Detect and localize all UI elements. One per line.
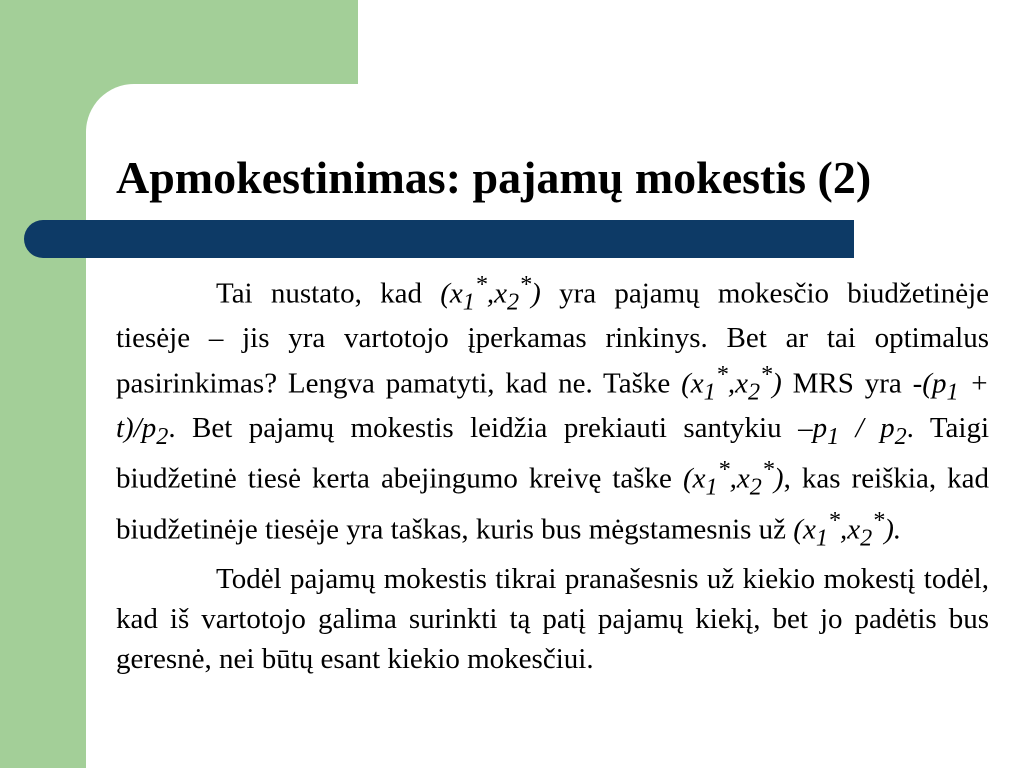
math-text: + t)/p	[116, 368, 989, 444]
body-text: Tai nustato, kad	[216, 277, 441, 310]
math-superscript: *	[872, 506, 885, 534]
math-text: )	[772, 368, 782, 401]
math-text: (x	[681, 368, 704, 401]
math-subscript: 1	[827, 422, 840, 450]
math-text: –p	[798, 412, 828, 444]
math-text: ,x	[486, 277, 508, 310]
math-subscript: 1	[462, 288, 475, 316]
math-superscript: *	[717, 455, 730, 483]
math-text: )	[773, 462, 784, 495]
body-text: , kas reiškia, kad biudžetinėje tiesėje yra taškas, kuris bus mėgstamesnis už	[116, 462, 989, 546]
math-superscript: *	[761, 455, 774, 483]
math-superscript: *	[519, 271, 532, 298]
math-subscript: 1	[705, 473, 718, 501]
math-subscript: 2	[894, 422, 907, 450]
math-text: ).	[884, 513, 902, 546]
math-subscript: 2	[507, 288, 520, 316]
math-text: (x	[440, 277, 463, 310]
body-paragraph-1	[116, 268, 989, 554]
math-text: )	[531, 277, 541, 310]
math-subscript: 2	[860, 524, 873, 552]
math-text: / p	[839, 412, 895, 444]
body-paragraph-2	[116, 560, 989, 679]
math-superscript: *	[715, 361, 728, 389]
math-text: ,x	[727, 368, 748, 401]
math-superscript: *	[474, 271, 487, 298]
math-superscript: *	[760, 361, 773, 389]
slide-title: Apmokestinimas: pajamų mokestis (2)	[116, 152, 872, 203]
math-text: ,x	[839, 513, 861, 546]
math-text: (x	[793, 513, 816, 546]
title-underline-bar	[24, 220, 854, 258]
body-text: MRS yra	[781, 368, 913, 401]
math-subscript: 2	[156, 422, 169, 450]
slide-body	[116, 268, 989, 680]
math-subscript: 2	[747, 378, 761, 406]
math-subscript: 2	[749, 473, 762, 501]
body-text: . Bet pajamų mokestis leidžia prekiauti santykiu	[168, 412, 799, 444]
math-subscript: 1	[703, 378, 716, 406]
math-subscript: 1	[815, 524, 828, 552]
body-text: yra pajamų mokesčio biudžetinėje tiesėje – jis yra vartotojo įperkamas rinkinys. Bet ar tai optimalus pasirinkimas? Lengva pamatyti, kad ne. Taške	[116, 277, 989, 401]
body-text: Todėl pajamų mokestis tikrai pranašesnis už kiekio mokestį todėl, kad iš vartotojo galima surinkti tą patį pajamų kiekį, bet jo padėtis bus geresnė, nei būtų esant kiekio mokesčiui.	[116, 563, 989, 675]
math-subscript: 1	[946, 378, 959, 406]
math-text: -(p	[912, 368, 947, 401]
math-text: ,x	[729, 462, 750, 495]
math-text: (x	[682, 462, 706, 495]
body-text: . Taigi biudžetinė tiesė kerta abejingumo kreivę taške	[116, 412, 989, 495]
math-superscript: *	[827, 506, 840, 534]
